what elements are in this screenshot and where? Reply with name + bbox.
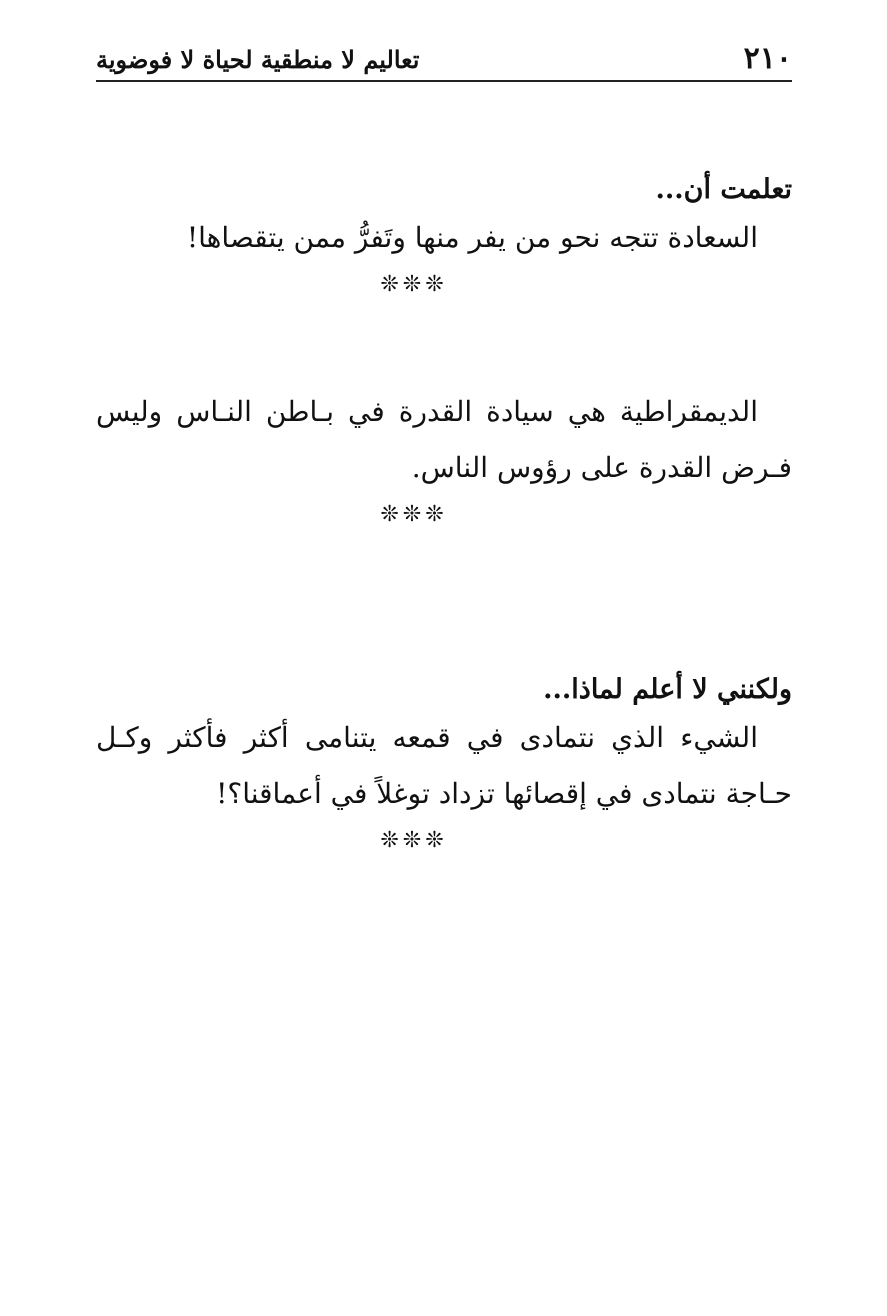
- page-header: [96, 40, 792, 82]
- section-divider: ❊❊❊: [380, 828, 448, 853]
- running-title: تعاليم لا منطقية لحياة لا فوضوية: [96, 45, 420, 74]
- section-text: السعادة تتجه نحو من يفر منها وتَفرُّ ممن يتقصاها!: [186, 221, 758, 254]
- section-heading: تعلمت أن...: [655, 174, 792, 205]
- section-learned: [96, 170, 792, 300]
- section-text: الشيء الذي نتمادى في قمعه يتنامى أكثر فأكثر وكـل حـاجة نتمادى في إقصائها تزداد توغلاً في أعماقنا؟!: [96, 721, 792, 810]
- section-heading: ولكنني لا أعلم لماذا...: [543, 674, 792, 705]
- section-dont-know: [96, 670, 792, 856]
- section-divider: ❊❊❊: [380, 272, 448, 297]
- page-number: ٢١٠: [743, 41, 792, 76]
- section-divider: ❊❊❊: [380, 502, 448, 527]
- section-democracy: [96, 384, 792, 530]
- section-text: الديمقراطية هي سيادة القدرة في بـاطن النـاس وليس فـرض القدرة على رؤوس الناس.: [96, 395, 792, 484]
